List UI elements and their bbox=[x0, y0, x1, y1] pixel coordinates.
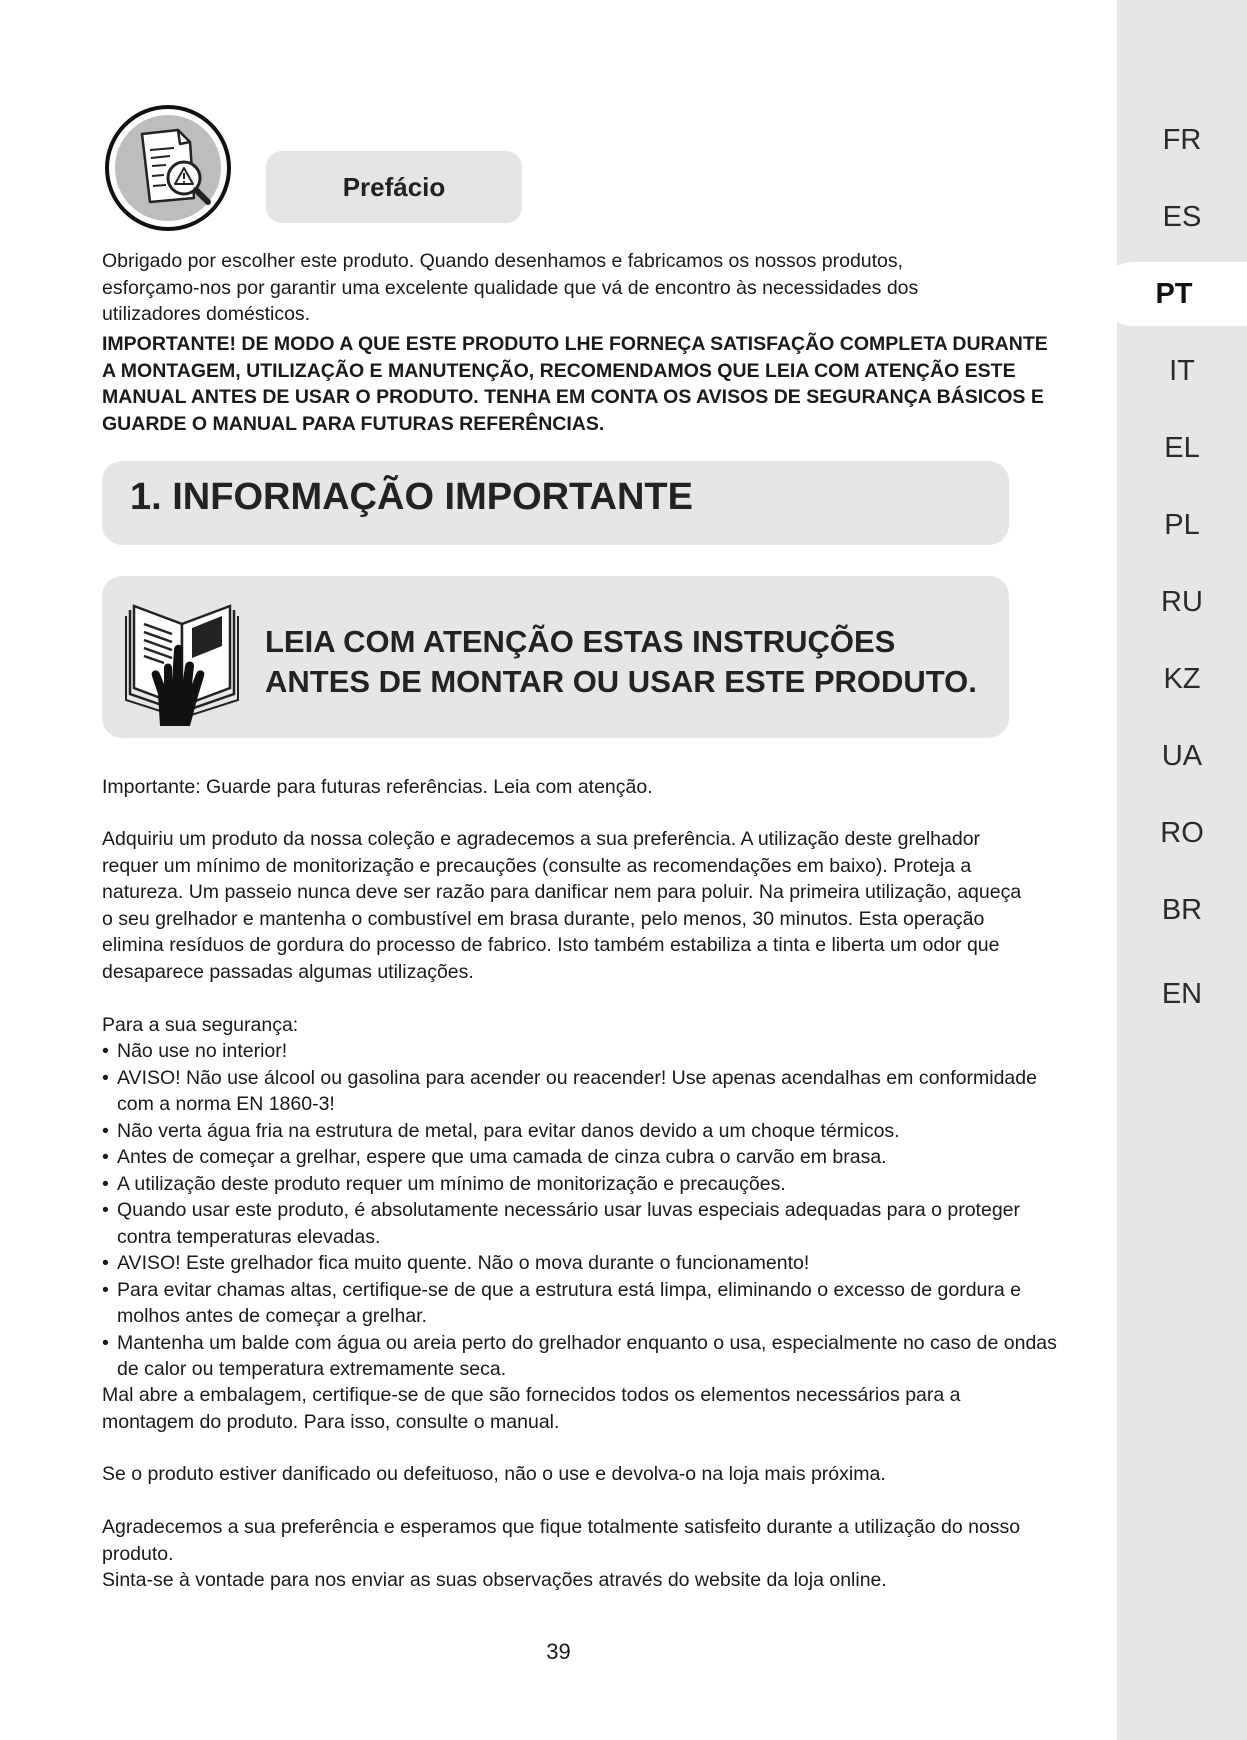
list-item: • AVISO! Este grelhador fica muito quente. Não o mova durante o funcionamento! bbox=[102, 1250, 1077, 1277]
lang-tab-ua[interactable]: UA bbox=[1161, 740, 1203, 772]
thanks-note: Agradecemos a sua preferência e esperamos que fique totalmente satisfeito durante a utilização do nosso produto. bbox=[102, 1516, 1021, 1565]
lang-tab-ru[interactable]: RU bbox=[1161, 586, 1203, 618]
body-intro: Adquiriu um produto da nossa coleção e agradecemos a sua preferência. A utilização deste grelhador requer um mínimo de monitorização e precauções (consulte as recomendações em baixo). Proteja a natureza. Um passeio nunca deve ser razão para danificar nem para poluir. Na primeira utilização, aqueça o seu grelhador e mantenha o combustível em brasa durante, pelo menos, 30 minutos. Esta operação elimina resíduos de gordura do processo de fabrico. Isto também estabiliza a tinta e liberta um odor que desaparece passadas algumas utilizações. bbox=[102, 828, 1022, 983]
lang-tab-es[interactable]: ES bbox=[1162, 201, 1202, 233]
safety-list bbox=[102, 1038, 1077, 1383]
safety-heading: Para a sua segurança: bbox=[102, 1014, 299, 1036]
lang-tab-kz[interactable]: KZ bbox=[1163, 663, 1201, 695]
lang-tab-it[interactable]: IT bbox=[1169, 355, 1195, 387]
read-instructions-line1: LEIA COM ATENÇÃO ESTAS INSTRUÇÕES bbox=[265, 624, 896, 659]
page-number: 39 bbox=[546, 1639, 571, 1664]
lang-tab-el[interactable]: EL bbox=[1164, 432, 1200, 464]
list-item: • Antes de começar a grelhar, espere que uma camada de cinza cubra o carvão em brasa. bbox=[102, 1144, 1077, 1171]
contact-note: Sinta-se à vontade para nos enviar as suas observações através do website da loja online. bbox=[102, 1569, 887, 1591]
read-instructions-text bbox=[265, 622, 977, 702]
document-warning-icon bbox=[104, 104, 232, 232]
lang-tab-ro[interactable]: RO bbox=[1160, 817, 1204, 849]
preface-title: Prefácio bbox=[342, 171, 446, 202]
lang-tab-fr[interactable]: FR bbox=[1162, 124, 1202, 156]
language-sidebar bbox=[1117, 0, 1247, 1740]
lang-tab-br[interactable]: BR bbox=[1161, 894, 1203, 926]
read-instructions-line2: ANTES DE MONTAR OU USAR ESTE PRODUTO. bbox=[265, 664, 977, 699]
lang-tab-pt[interactable]: PT bbox=[1101, 262, 1247, 326]
list-item: • Quando usar este produto, é absolutamente necessário usar luvas especiais adequadas para o proteger contra temperaturas elevadas. bbox=[102, 1197, 1077, 1250]
preface-title-pill bbox=[266, 151, 522, 223]
list-item: • Para evitar chamas altas, certifique-se de que a estrutura está limpa, eliminando o excesso de gordura e molhos antes de começar a grelhar. bbox=[102, 1277, 1077, 1330]
list-item: • Não use no interior! bbox=[102, 1038, 1077, 1065]
unpack-note: Mal abre a embalagem, certifique-se de que são fornecidos todos os elementos necessários para a montagem do produto. Para isso, consulte o manual. bbox=[102, 1384, 961, 1433]
lang-tab-pl[interactable]: PL bbox=[1164, 509, 1200, 541]
keep-for-reference: Importante: Guarde para futuras referências. Leia com atenção. bbox=[102, 776, 653, 798]
list-item: • AVISO! Não use álcool ou gasolina para acender ou reacender! Use apenas acendalhas em conformidade com a norma EN 1860-3! bbox=[102, 1065, 1077, 1118]
list-item: • Mantenha um balde com água ou areia perto do grelhador enquanto o usa, especialmente no caso de ondas de calor ou temperatura extremamente seca. bbox=[102, 1330, 1077, 1383]
damaged-note: Se o produto estiver danificado ou defeituoso, não o use e devolva-o na loja mais próxima. bbox=[102, 1463, 886, 1485]
section-title: 1. INFORMAÇÃO IMPORTANTE bbox=[130, 476, 693, 518]
preface-intro: Obrigado por escolher este produto. Quando desenhamos e fabricamos os nossos produtos, esforçamo-nos por garantir uma excelente qualidade que vá de encontro às necessidades dos utilizadores domésticos. bbox=[102, 250, 919, 325]
list-item: • Não verta água fria na estrutura de metal, para evitar danos devido a um choque térmicos. bbox=[102, 1118, 1077, 1145]
lang-tab-en[interactable]: EN bbox=[1161, 978, 1203, 1010]
list-item: • A utilização deste produto requer um mínimo de monitorização e precauções. bbox=[102, 1171, 1077, 1198]
important-notice: IMPORTANTE! DE MODO A QUE ESTE PRODUTO LHE FORNEÇA SATISFAÇÃO COMPLETA DURANTE A MONTAGEM, UTILIZAÇÃO E MANUTENÇÃO, RECOMENDAMOS QUE LEIA COM ATENÇÃO ESTE MANUAL ANTES DE USAR O PRODUTO. TENHA EM CONTA OS AVISOS DE SEGURANÇA BÁSICOS E GUARDE O MANUAL PARA FUTURAS REFERÊNCIAS. bbox=[102, 333, 1048, 435]
book-hand-icon bbox=[124, 588, 242, 728]
